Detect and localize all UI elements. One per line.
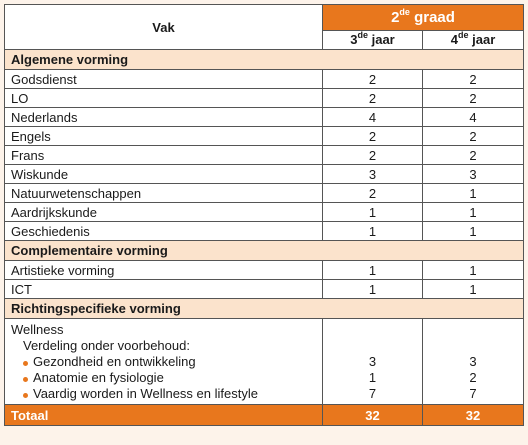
subject-cell: Nederlands xyxy=(5,108,323,127)
bullet-dot-icon xyxy=(23,361,28,366)
section-title: Richtingspecifieke vorming xyxy=(5,299,524,319)
wellness-hours-year-3: 3 1 7 xyxy=(323,319,423,405)
subject-cell: Frans xyxy=(5,146,323,165)
wellness-note: Verdeling onder voorbehoud: xyxy=(23,338,190,353)
wellness-hours-year-4: 3 2 7 xyxy=(423,319,524,405)
hours-year-4: 2 xyxy=(423,127,524,146)
header-grade: 2de graad xyxy=(323,5,524,31)
bullet-dot-icon xyxy=(23,377,28,382)
subject-cell: Natuurwetenschappen xyxy=(5,184,323,203)
hours-year-4: 1 xyxy=(423,184,524,203)
section-title: Complementaire vorming xyxy=(5,241,524,261)
hours-year-3: 2 xyxy=(323,127,423,146)
total-label: Totaal xyxy=(5,405,323,426)
table-row xyxy=(5,146,524,165)
hours-year-4: 4 xyxy=(423,108,524,127)
hours-year-3: 2 xyxy=(323,184,423,203)
hours-year-4: 2 xyxy=(423,146,524,165)
hours-year-4: 2 xyxy=(423,89,524,108)
subject-cell: Geschiedenis xyxy=(5,222,323,241)
subject-cell: LO xyxy=(5,89,323,108)
subject-cell: Aardrijkskunde xyxy=(5,203,323,222)
table-row xyxy=(5,280,524,299)
total-year-4: 32 xyxy=(423,405,524,426)
hours-year-4: 3 xyxy=(423,165,524,184)
hours-year-4: 1 xyxy=(423,280,524,299)
hours-year-3: 4 xyxy=(323,108,423,127)
hours-year-3: 1 xyxy=(323,280,423,299)
header-vak: Vak xyxy=(5,5,323,50)
wellness-item: Vaardig worden in Wellness en lifestyle xyxy=(11,386,316,402)
hours-year-3: 1 xyxy=(323,261,423,280)
curriculum-table xyxy=(4,4,524,426)
header-year-3: 3de jaar xyxy=(323,30,423,49)
hours-year-3: 3 xyxy=(323,165,423,184)
table-row xyxy=(5,127,524,146)
table-row xyxy=(5,108,524,127)
hours-year-4: 1 xyxy=(423,203,524,222)
table-row xyxy=(5,261,524,280)
bullet-dot-icon xyxy=(23,393,28,398)
hours-year-3: 2 xyxy=(323,89,423,108)
curriculum-table-wrapper xyxy=(4,4,523,426)
section-title: Algemene vorming xyxy=(5,50,524,70)
table-row xyxy=(5,184,524,203)
wellness-title: Wellness xyxy=(11,322,64,337)
table-row xyxy=(5,203,524,222)
subject-cell: ICT xyxy=(5,280,323,299)
wellness-row xyxy=(5,319,524,405)
subject-cell: Engels xyxy=(5,127,323,146)
subject-cell: Artistieke vorming xyxy=(5,261,323,280)
wellness-item: Gezondheid en ontwikkeling xyxy=(11,354,316,370)
table-row xyxy=(5,165,524,184)
subject-cell: Godsdienst xyxy=(5,70,323,89)
wellness-item: Anatomie en fysiologie xyxy=(11,370,316,386)
total-row xyxy=(5,405,524,426)
hours-year-3: 1 xyxy=(323,222,423,241)
hours-year-4: 1 xyxy=(423,222,524,241)
hours-year-3: 2 xyxy=(323,146,423,165)
table-row xyxy=(5,89,524,108)
table-row xyxy=(5,222,524,241)
table-row xyxy=(5,70,524,89)
hours-year-3: 2 xyxy=(323,70,423,89)
header-year-4: 4de jaar xyxy=(423,30,524,49)
hours-year-4: 2 xyxy=(423,70,524,89)
hours-year-4: 1 xyxy=(423,261,524,280)
total-year-3: 32 xyxy=(323,405,423,426)
wellness-subject-cell xyxy=(5,319,323,405)
hours-year-3: 1 xyxy=(323,203,423,222)
subject-cell: Wiskunde xyxy=(5,165,323,184)
